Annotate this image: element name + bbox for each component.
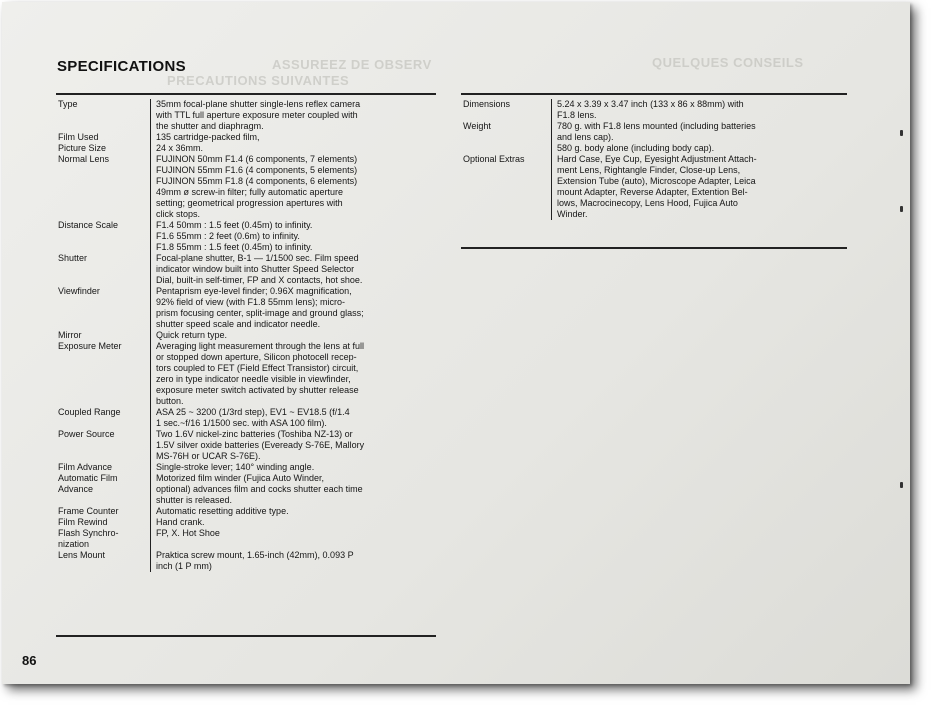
spec-value-line: ment Lens, Rightangle Finder, Close-up Lens,: [557, 165, 741, 175]
spec-label: Flash Synchro-nization: [58, 528, 119, 549]
bleed-through-heading-1: ASSUREEZ DE OBSERV: [272, 57, 432, 72]
spec-label: Weight: [463, 121, 491, 131]
spec-value-line: Hand crank.: [156, 517, 205, 527]
spec-value-line: zero in type indicator needle visible in viewfinder,: [156, 374, 351, 384]
spec-value-line: inch (1 P mm): [156, 561, 212, 571]
spec-value-line: FUJINON 55mm F1.6 (4 components, 5 elements): [156, 165, 358, 175]
spec-value: [552, 154, 848, 220]
spec-row: [58, 506, 436, 517]
spec-value: [151, 253, 437, 286]
spec-value-line: with TTL full aperture exposure meter coupled with: [156, 110, 358, 120]
spec-value-line: optional) advances film and cocks shutter each time: [156, 484, 363, 494]
binding-mark: [900, 206, 903, 212]
spec-row: [58, 330, 436, 341]
spec-label: Film Advance: [58, 462, 113, 472]
spec-value-line: Averaging light measurement through the lens at full: [156, 341, 364, 351]
spec-value: [151, 517, 437, 528]
spec-value-line: button.: [156, 396, 184, 406]
spec-value-line: Extension Tube (auto), Microscope Adapter, Leica: [557, 176, 756, 186]
spec-value-line: F1.8 lens.: [557, 110, 597, 120]
spec-row: [58, 407, 436, 429]
spec-label: Film Rewind: [58, 517, 108, 527]
spec-label: Lens Mount: [58, 550, 106, 560]
spec-row: [463, 154, 847, 220]
spec-row: [463, 121, 847, 154]
left-table-bottom-rule: [56, 635, 436, 637]
spec-value-line: 35mm focal-plane shutter single-lens reflex camera: [156, 99, 361, 109]
spec-row: [58, 550, 436, 572]
spec-value-line: lows, Macrocinecopy, Lens Hood, Fujica Auto: [557, 198, 738, 208]
spec-label: Power Source: [58, 429, 115, 439]
spec-label: Optional Extras: [463, 154, 525, 164]
spec-value-line: Two 1.6V nickel-zinc batteries (Toshiba NZ-13) or: [156, 429, 353, 439]
bleed-through-heading-3: QUELQUES CONSEILS: [652, 55, 804, 70]
spec-value-line: 49mm ø screw-in filter; fully automatic aperture: [156, 187, 344, 197]
spec-row: [58, 220, 436, 253]
spec-value-line: Winder.: [557, 209, 588, 219]
spec-value: [552, 99, 848, 121]
spec-value-line: Motorized film winder (Fujica Auto Winder,: [156, 473, 325, 483]
spec-label: Viewfinder: [58, 286, 100, 296]
spec-label: Distance Scale: [58, 220, 119, 230]
spec-value-line: indicator window built into Shutter Speed Selector: [156, 264, 355, 274]
bleed-through-heading-2: PRECAUTIONS SUIVANTES: [167, 73, 350, 88]
spec-value: [151, 429, 437, 462]
spec-label: Shutter: [58, 253, 88, 263]
spec-value-line: Automatic resetting additive type.: [156, 506, 289, 516]
spec-label: Automatic Film Advance: [58, 473, 118, 494]
spec-label: Picture Size: [58, 143, 107, 153]
spec-value-line: or stopped down aperture, Silicon photocell recep-: [156, 352, 357, 362]
spec-value-line: Hard Case, Eye Cup, Eyesight Adjustment Attach-: [557, 154, 757, 164]
spec-value-line: MS-76H or UCAR S-76E).: [156, 451, 261, 461]
spec-label: Coupled Range: [58, 407, 121, 417]
spec-value: [151, 143, 437, 154]
spec-value-line: 24 x 36mm.: [156, 143, 204, 153]
spec-value-line: Focal-plane shutter, B-1 — 1/1500 sec. Film speed: [156, 253, 359, 263]
left-spec-table: [58, 99, 436, 572]
spec-value-line: mount Adapter, Reverse Adapter, Extention Bel-: [557, 187, 748, 197]
spec-row: [58, 341, 436, 407]
spec-value: [151, 550, 437, 572]
spec-label: Film Used: [58, 132, 99, 142]
spec-row: [58, 253, 436, 286]
spec-label: Normal Lens: [58, 154, 110, 164]
spec-row: [58, 143, 436, 154]
spec-value: [151, 473, 437, 506]
spec-value-line: prism focusing center, split-image and ground glass;: [156, 308, 364, 318]
spec-value-line: Quick return type.: [156, 330, 228, 340]
spec-row: [58, 429, 436, 462]
spec-value: [151, 330, 437, 341]
spec-value-line: F1.6 55mm : 2 feet (0.6m) to infinity.: [156, 231, 300, 241]
spec-value-line: F1.8 55mm : 1.5 feet (0.45m) to infinity.: [156, 242, 313, 252]
spec-value: [151, 99, 437, 132]
right-table-top-rule: [461, 93, 847, 95]
binding-mark: [900, 130, 903, 136]
spec-row: [58, 473, 436, 506]
spec-value: [151, 528, 437, 550]
spec-row: [58, 528, 436, 550]
spec-value: [151, 407, 437, 429]
page-number: 86: [22, 653, 37, 668]
spec-row: [58, 462, 436, 473]
spec-value: [151, 462, 437, 473]
spec-value-line: Dial, built-in self-timer, FP and X contacts, hot shoe.: [156, 275, 363, 285]
spec-value-line: Single-stroke lever; 140° winding angle.: [156, 462, 315, 472]
spec-value: [151, 154, 437, 220]
spec-value-line: FUJINON 50mm F1.4 (6 components, 7 elements): [156, 154, 358, 164]
spec-value-line: 92% field of view (with F1.8 55mm lens); micro-: [156, 297, 346, 307]
spec-value-line: 1.5V silver oxide batteries (Eveready S-76E, Mallory: [156, 440, 365, 450]
spec-row: [58, 286, 436, 330]
spec-value-line: setting; geometrical progression apertures with: [156, 198, 343, 208]
page-title: SPECIFICATIONS: [57, 58, 186, 75]
spec-label: Type: [58, 99, 78, 109]
spec-row: [58, 154, 436, 220]
spec-value-line: ASA 25 ~ 3200 (1/3rd step), EV1 ~ EV18.5 (f/1.4: [156, 407, 350, 417]
left-table-top-rule: [56, 93, 436, 95]
spec-value-line: and lens cap).: [557, 132, 614, 142]
spec-label: Mirror: [58, 330, 82, 340]
spec-value: [151, 132, 437, 143]
right-table-bottom-rule: [461, 247, 847, 249]
spec-value: [151, 506, 437, 517]
spec-row: [463, 99, 847, 121]
spec-value-line: 580 g. body alone (including body cap).: [557, 143, 715, 153]
spec-value-line: click stops.: [156, 209, 201, 219]
spec-label: Exposure Meter: [58, 341, 122, 351]
spec-value-line: the shutter and diaphragm.: [156, 121, 264, 131]
spec-value-line: tors coupled to FET (Field Effect Transistor) circuit,: [156, 363, 359, 373]
spec-value-line: exposure meter switch activated by shutter release: [156, 385, 359, 395]
spec-row: [58, 517, 436, 528]
binding-mark: [900, 482, 903, 488]
spec-value-line: 780 g. with F1.8 lens mounted (including batteries: [557, 121, 756, 131]
spec-value: [151, 286, 437, 330]
spec-value: [151, 341, 437, 407]
spec-value-line: 135 cartridge-packed film,: [156, 132, 260, 142]
spec-label: Frame Counter: [58, 506, 119, 516]
spec-value-line: Pentaprism eye-level finder; 0.96X magnification,: [156, 286, 352, 296]
spec-value: [552, 121, 848, 154]
spec-value-line: F1.4 50mm : 1.5 feet (0.45m) to infinity.: [156, 220, 313, 230]
right-spec-table: [463, 99, 847, 220]
spec-value-line: shutter is released.: [156, 495, 233, 505]
spec-value-line: FP, X. Hot Shoe: [156, 528, 220, 538]
spec-row: [58, 99, 436, 132]
spec-label: Dimensions: [463, 99, 511, 109]
spec-row: [58, 132, 436, 143]
spec-value-line: 1 sec.~f/16 1/1500 sec. with ASA 100 film).: [156, 418, 327, 428]
spec-value-line: FUJINON 55mm F1.8 (4 components, 6 elements): [156, 176, 358, 186]
spec-value: [151, 220, 437, 253]
scanned-page: [2, 2, 910, 684]
spec-value-line: shutter speed scale and indicator needle.: [156, 319, 321, 329]
spec-value-line: Praktica screw mount, 1.65-inch (42mm), 0.093 P: [156, 550, 354, 560]
spec-value-line: 5.24 x 3.39 x 3.47 inch (133 x 86 x 88mm) with: [557, 99, 744, 109]
